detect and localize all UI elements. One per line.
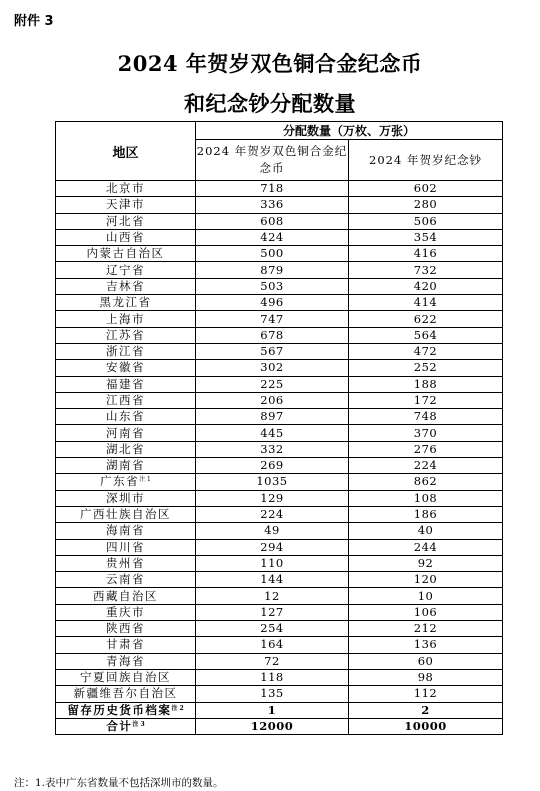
region-name: 广东省 (100, 474, 140, 489)
coin-quantity: 135 (196, 686, 349, 702)
table-row (56, 262, 503, 278)
note-quantity: 172 (349, 392, 503, 408)
coin-quantity: 110 (196, 555, 349, 571)
footnote-marker: 注 2 (171, 704, 184, 712)
footnote: 注：1.表中广东省数量不包括深圳市的数量。 (14, 777, 224, 789)
note-quantity: 748 (349, 409, 503, 425)
region-name: 合计 (106, 718, 133, 733)
table-row (56, 653, 503, 669)
table-row (56, 588, 503, 604)
region-cell (56, 392, 196, 408)
region-cell (56, 425, 196, 441)
region-cell (56, 262, 196, 278)
note-quantity: 420 (349, 278, 503, 294)
note-quantity: 506 (349, 213, 503, 229)
note-quantity: 92 (349, 555, 503, 571)
note-quantity: 416 (349, 246, 503, 262)
table-row (56, 474, 503, 490)
coin-quantity: 332 (196, 441, 349, 457)
coin-quantity: 897 (196, 409, 349, 425)
region-name: 河北省 (106, 213, 145, 228)
table-row (56, 229, 503, 245)
region-name: 海南省 (106, 523, 145, 538)
region-cell (56, 555, 196, 571)
region-name: 四川省 (106, 539, 145, 554)
coin-quantity: 164 (196, 637, 349, 653)
coin-quantity: 608 (196, 213, 349, 229)
coin-quantity: 225 (196, 376, 349, 392)
region-cell (56, 458, 196, 474)
note-quantity: 602 (349, 181, 503, 197)
table-row (56, 506, 503, 522)
region-cell (56, 343, 196, 359)
region-name: 深圳市 (106, 490, 145, 505)
coin-quantity: 879 (196, 262, 349, 278)
coin-quantity: 678 (196, 327, 349, 343)
table-row (56, 360, 503, 376)
coin-quantity: 72 (196, 653, 349, 669)
coin-quantity: 269 (196, 458, 349, 474)
note-quantity: 186 (349, 506, 503, 522)
region-name: 黑龙江省 (99, 295, 152, 310)
table-row (56, 311, 503, 327)
note-quantity: 108 (349, 490, 503, 506)
region-cell (56, 490, 196, 506)
coin-quantity: 336 (196, 197, 349, 213)
region-cell (56, 718, 196, 734)
note-quantity: 472 (349, 343, 503, 359)
page-subtitle: 和纪念钞分配数量 (184, 91, 356, 116)
note-quantity: 862 (349, 474, 503, 490)
page-title: 2024 年贺岁双色铜合金纪念币 (117, 51, 423, 76)
table-row (56, 181, 503, 197)
region-name: 广西壮族自治区 (80, 507, 171, 522)
region-cell (56, 669, 196, 685)
region-name: 吉林省 (106, 278, 145, 293)
footnote-marker: 注 3 (132, 720, 145, 728)
coin-quantity: 254 (196, 621, 349, 637)
note-quantity: 136 (349, 637, 503, 653)
coin-quantity: 129 (196, 490, 349, 506)
note-quantity: 60 (349, 653, 503, 669)
coin-quantity: 1 (196, 702, 349, 718)
region-cell (56, 229, 196, 245)
note-quantity: 354 (349, 229, 503, 245)
region-name: 天津市 (106, 197, 145, 212)
table-row (56, 572, 503, 588)
region-cell (56, 588, 196, 604)
coin-quantity: 445 (196, 425, 349, 441)
region-name: 山东省 (106, 409, 145, 424)
region-name: 湖南省 (106, 458, 145, 473)
region-cell (56, 360, 196, 376)
table-row (56, 539, 503, 555)
table-row (56, 458, 503, 474)
note-quantity: 112 (349, 686, 503, 702)
table-row (56, 295, 503, 311)
table-row (56, 409, 503, 425)
region-name: 福建省 (106, 376, 145, 391)
region-name: 新疆维吾尔自治区 (73, 686, 178, 701)
attachment-label: 附件 3 (14, 14, 54, 29)
region-cell (56, 474, 196, 490)
coin-quantity: 503 (196, 278, 349, 294)
region-name: 留存历史货币档案 (67, 702, 172, 717)
table-row (56, 278, 503, 294)
region-cell (56, 197, 196, 213)
coin-quantity: 118 (196, 669, 349, 685)
region-name: 浙江省 (106, 344, 145, 359)
region-name: 安徽省 (106, 360, 145, 375)
region-cell (56, 523, 196, 539)
coin-quantity: 127 (196, 604, 349, 620)
coin-quantity: 500 (196, 246, 349, 262)
region-cell (56, 604, 196, 620)
table-row (56, 343, 503, 359)
table-row (56, 669, 503, 685)
coin-quantity: 567 (196, 343, 349, 359)
coin-column-header: 2024 年贺岁双色铜合金纪念币 (196, 140, 349, 181)
note-quantity: 252 (349, 360, 503, 376)
table-row (56, 555, 503, 571)
region-cell (56, 539, 196, 555)
region-cell (56, 702, 196, 718)
note-quantity: 10 (349, 588, 503, 604)
region-name: 宁夏回族自治区 (80, 670, 171, 685)
region-header: 地区 (56, 122, 196, 181)
region-cell (56, 637, 196, 653)
total-row (56, 718, 503, 734)
coin-quantity: 49 (196, 523, 349, 539)
region-name: 山西省 (106, 230, 145, 245)
table-row (56, 425, 503, 441)
region-cell (56, 621, 196, 637)
coin-quantity: 1035 (196, 474, 349, 490)
region-name: 上海市 (106, 311, 145, 326)
region-name: 辽宁省 (106, 262, 145, 277)
region-name: 江苏省 (106, 327, 145, 342)
note-quantity: 280 (349, 197, 503, 213)
note-quantity: 98 (349, 669, 503, 685)
coin-quantity: 496 (196, 295, 349, 311)
region-name: 湖北省 (106, 441, 145, 456)
table-row (56, 490, 503, 506)
note-quantity: 224 (349, 458, 503, 474)
region-name: 内蒙古自治区 (86, 246, 165, 261)
note-quantity: 276 (349, 441, 503, 457)
coin-quantity: 302 (196, 360, 349, 376)
region-name: 云南省 (106, 572, 145, 587)
table-row (56, 637, 503, 653)
table-row (56, 327, 503, 343)
region-name: 重庆市 (106, 604, 145, 619)
coin-quantity: 12000 (196, 718, 349, 734)
note-quantity: 370 (349, 425, 503, 441)
region-name: 青海省 (106, 653, 145, 668)
region-cell (56, 686, 196, 702)
region-name: 北京市 (106, 181, 145, 196)
note-quantity: 622 (349, 311, 503, 327)
distribution-header: 分配数量（万枚、万张） (196, 122, 503, 140)
region-cell (56, 295, 196, 311)
note-quantity: 188 (349, 376, 503, 392)
note-column-header: 2024 年贺岁纪念钞 (349, 140, 503, 181)
note-quantity: 10000 (349, 718, 503, 734)
region-name: 贵州省 (106, 555, 145, 570)
note-quantity: 212 (349, 621, 503, 637)
table-row (56, 441, 503, 457)
region-name: 江西省 (106, 393, 145, 407)
region-cell (56, 409, 196, 425)
table-row (56, 621, 503, 637)
coin-quantity: 224 (196, 506, 349, 522)
note-quantity: 564 (349, 327, 503, 343)
region-cell (56, 311, 196, 327)
distribution-table (55, 121, 503, 735)
region-cell (56, 213, 196, 229)
coin-quantity: 747 (196, 311, 349, 327)
table-row (56, 523, 503, 539)
region-cell (56, 278, 196, 294)
table-row (56, 376, 503, 392)
note-quantity: 244 (349, 539, 503, 555)
archive-row (56, 702, 503, 718)
note-quantity: 106 (349, 604, 503, 620)
coin-quantity: 144 (196, 572, 349, 588)
note-quantity: 120 (349, 572, 503, 588)
footnote-marker: 注 1 (139, 476, 151, 484)
table-row (56, 197, 503, 213)
coin-quantity: 718 (196, 181, 349, 197)
region-cell (56, 327, 196, 343)
coin-quantity: 424 (196, 229, 349, 245)
table-row (56, 213, 503, 229)
table-row (56, 686, 503, 702)
note-quantity: 732 (349, 262, 503, 278)
region-name: 陕西省 (106, 621, 145, 636)
table-row (56, 246, 503, 262)
region-name: 河南省 (106, 425, 145, 440)
region-cell (56, 441, 196, 457)
region-name: 甘肃省 (106, 637, 145, 652)
region-cell (56, 246, 196, 262)
region-cell (56, 572, 196, 588)
region-cell (56, 506, 196, 522)
coin-quantity: 294 (196, 539, 349, 555)
table-row (56, 392, 503, 408)
note-quantity: 2 (349, 702, 503, 718)
table-row (56, 604, 503, 620)
note-quantity: 414 (349, 295, 503, 311)
region-cell (56, 653, 196, 669)
region-cell (56, 181, 196, 197)
coin-quantity: 12 (196, 588, 349, 604)
region-cell (56, 376, 196, 392)
region-name: 西藏自治区 (93, 588, 158, 603)
coin-quantity: 206 (196, 392, 349, 408)
note-quantity: 40 (349, 523, 503, 539)
